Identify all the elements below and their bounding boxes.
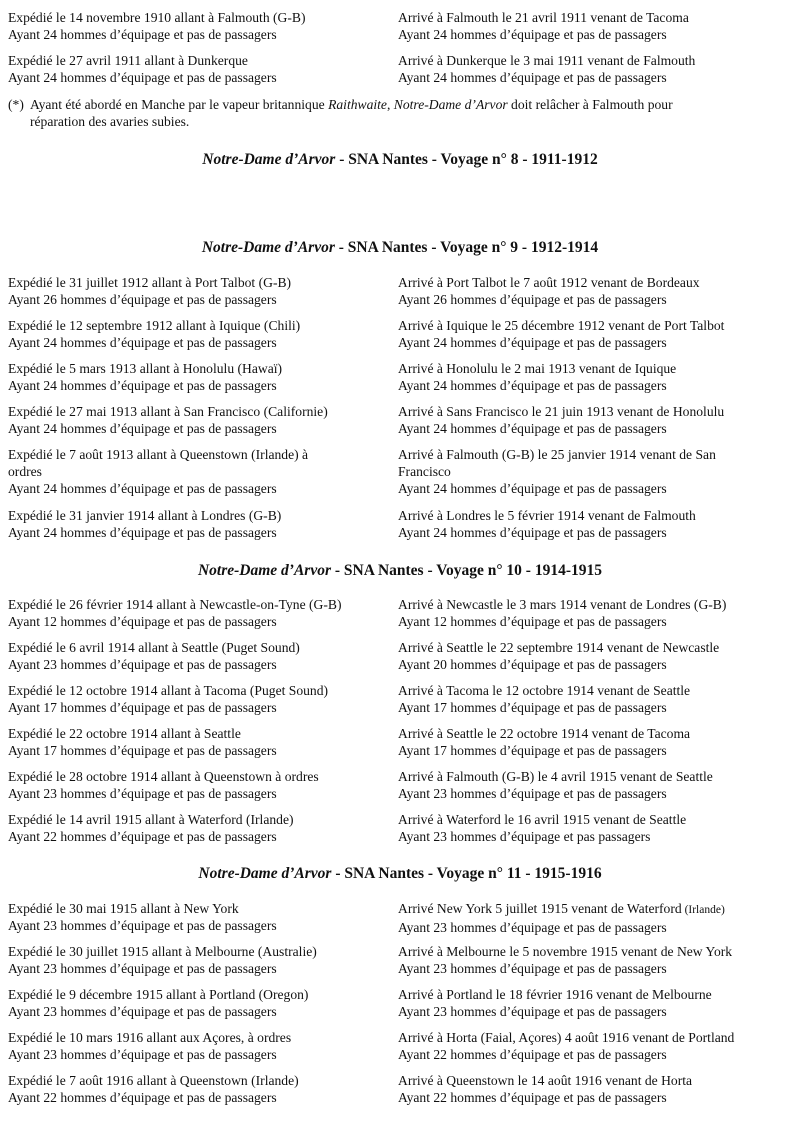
arrival-line: Arrivé à Newcastle le 3 mars 1914 venant de Londres (G-B) [398,597,727,612]
crew-line: Ayant 26 hommes d’équipage et pas de passagers [398,292,667,307]
vessel-name: Raithwaite [328,97,387,112]
departure-line: Expédié le 7 août 1913 allant à Queenstown (Irlande) à [8,447,309,462]
arrival-line: Arrivé à Horta (Faial, Açores) 4 août 1916 venant de Portland [398,1030,735,1045]
crew-line: Ayant 24 hommes d’équipage et pas de passagers [398,378,667,393]
voyage-heading [0,561,800,581]
crew-line: Ayant 26 hommes d’équipage et pas de passagers [8,292,277,307]
voyage-entry [8,403,792,437]
crew-line: Ayant 20 hommes d’équipage et pas de passagers [398,657,667,672]
crew-line: Ayant 23 hommes d’équipage et pas de passagers [398,786,667,801]
departure-entry [8,1029,398,1063]
crew-line: Ayant 17 hommes d’équipage et pas de passagers [398,700,667,715]
crew-line: Ayant 22 hommes d’équipage et pas de passagers [8,829,277,844]
voyage-entry [8,1029,792,1063]
ship-name: Notre-Dame d’Arvor [201,239,335,256]
footnote-line-2: réparation des avaries subies. [30,114,190,129]
voyage-entry [8,317,792,351]
ship-name: Notre-Dame d’Arvor [393,97,508,112]
departure-entry [8,725,398,759]
voyage-entry [8,9,792,43]
arrival-entry [398,403,792,437]
footnote-text: doit relâcher à Falmouth pour [507,97,673,112]
departure-line: Expédié le 30 juillet 1915 allant à Melbourne (Australie) [8,944,317,959]
departure-line: Expédié le 30 mai 1915 allant à New York [8,901,239,916]
arrival-line: Arrivé à Seattle le 22 septembre 1914 venant de Newcastle [398,640,720,655]
voyage-entry [8,507,792,541]
arrival-line: Arrivé à Iquique le 25 décembre 1912 venant de Port Talbot [398,318,725,333]
departure-entry [8,811,398,845]
departure-entry [8,900,398,936]
crew-line: Ayant 24 hommes d’équipage et pas de passagers [8,70,277,85]
arrival-entry [398,639,792,673]
arrival-entry [398,1072,792,1106]
arrival-line: Arrivé à Londres le 5 février 1914 venant de Falmouth [398,508,696,523]
crew-line: Ayant 17 hommes d’équipage et pas de passagers [398,743,667,758]
voyage-entry [8,811,792,845]
voyage-entry [8,943,792,977]
departure-line: Expédié le 9 décembre 1915 allant à Portland (Oregon) [8,987,309,1002]
arrival-entry [398,507,792,541]
voyage-entry [8,52,792,86]
departure-entry [8,446,398,497]
crew-line: Ayant 12 hommes d’équipage et pas de passagers [8,614,277,629]
footnote-text: , [386,97,394,112]
arrival-entry [398,360,792,394]
departure-line: Expédié le 26 février 1914 allant à Newcastle-on-Tyne (G-B) [8,597,342,612]
departure-line: Expédié le 31 janvier 1914 allant à Londres (G-B) [8,508,282,523]
voyage-title: - SNA Nantes - Voyage n° 9 - 1912-1914 [334,239,599,256]
departure-line: Expédié le 31 juillet 1912 allant à Port Talbot (G-B) [8,275,292,290]
crew-line: Ayant 23 hommes d’équipage et pas de passagers [8,961,277,976]
arrival-country: (Irlande) [681,904,725,916]
arrival-entry [398,274,792,308]
arrival-line: Arrivé à Waterford le 16 avril 1915 venant de Seattle [398,812,687,827]
departure-entry [8,596,398,630]
departure-line: Expédié le 12 septembre 1912 allant à Iquique (Chili) [8,318,301,333]
departure-line: Expédié le 7 août 1916 allant à Queenstown (Irlande) [8,1073,299,1088]
arrival-entry [398,682,792,716]
arrival-line: Arrivé à Falmouth (G-B) le 4 avril 1915 venant de Seattle [398,769,713,784]
arrival-entry [398,317,792,351]
departure-entry [8,943,398,977]
crew-line: Ayant 24 hommes d’équipage et pas de passagers [398,421,667,436]
arrival-line-cont: Francisco [398,464,451,479]
departure-entry [8,403,398,437]
voyage-entry [8,446,792,497]
voyage-heading [0,864,800,884]
crew-line: Ayant 23 hommes d’équipage et pas de passagers [398,920,667,935]
crew-line: Ayant 23 hommes d’équipage et pas passagers [398,829,651,844]
arrival-text: Arrivé New York 5 juillet 1915 venant de Waterford [398,901,682,916]
departure-line: Expédié le 5 mars 1913 allant à Honolulu (Hawaï) [8,361,283,376]
departure-line: Expédié le 28 octobre 1914 allant à Queenstown à ordres [8,769,319,784]
voyage-entry [8,274,792,308]
voyage-entry [8,725,792,759]
arrival-entry [398,900,792,936]
voyage-entry [8,900,792,936]
departure-entry [8,1072,398,1106]
departure-line: Expédié le 27 avril 1911 allant à Dunkerque [8,53,248,68]
departure-line: Expédié le 22 octobre 1914 allant à Seattle [8,726,241,741]
arrival-line: Arrivé à Dunkerque le 3 mai 1911 venant de Falmouth [398,53,696,68]
departure-entry [8,986,398,1020]
voyage-entry [8,639,792,673]
voyage-entry [8,986,792,1020]
arrival-entry [398,725,792,759]
crew-line: Ayant 23 hommes d’équipage et pas de passagers [8,1004,277,1019]
voyage-entry [8,768,792,802]
crew-line: Ayant 24 hommes d’équipage et pas de passagers [398,335,667,350]
footnote [8,96,792,130]
voyage-title: - SNA Nantes - Voyage n° 11 - 1915-1916 [331,865,602,882]
crew-line: Ayant 24 hommes d’équipage et pas de passagers [398,481,667,496]
departure-line: Expédié le 14 avril 1915 allant à Waterford (Irlande) [8,812,294,827]
crew-line: Ayant 22 hommes d’équipage et pas de passagers [8,1090,277,1105]
crew-line: Ayant 24 hommes d’équipage et pas de passagers [398,525,667,540]
ship-name: Notre-Dame d’Arvor [202,151,336,168]
arrival-line: Arrivé à Tacoma le 12 octobre 1914 venant de Seattle [398,683,691,698]
voyage-entry [8,1072,792,1106]
arrival-line: Arrivé à Falmouth (G-B) le 25 janvier 1914 venant de San [398,447,716,462]
departure-line: Expédié le 12 octobre 1914 allant à Tacoma (Puget Sound) [8,683,329,698]
departure-line: Expédié le 6 avril 1914 allant à Seattle (Puget Sound) [8,640,300,655]
departure-entry [8,507,398,541]
arrival-entry [398,811,792,845]
crew-line: Ayant 24 hommes d’équipage et pas de passagers [8,27,277,42]
crew-line: Ayant 24 hommes d’équipage et pas de passagers [8,335,277,350]
arrival-entry [398,768,792,802]
footnote-marker: (*) [8,97,24,112]
departure-entry [8,52,398,86]
arrival-entry [398,986,792,1020]
departure-line: Expédié le 10 mars 1916 allant aux Açores, à ordres [8,1030,292,1045]
crew-line: Ayant 23 hommes d’équipage et pas de passagers [8,657,277,672]
departure-entry [8,360,398,394]
crew-line: Ayant 22 hommes d’équipage et pas de passagers [398,1090,667,1105]
arrival-line: Arrivé à Melbourne le 5 novembre 1915 venant de New York [398,944,733,959]
departure-entry [8,682,398,716]
arrival-entry [398,596,792,630]
crew-line: Ayant 23 hommes d’équipage et pas de passagers [398,1004,667,1019]
voyage-entry [8,596,792,630]
arrival-line: Arrivé à Portland le 18 février 1916 venant de Melbourne [398,987,712,1002]
crew-line: Ayant 24 hommes d’équipage et pas de passagers [8,481,277,496]
departure-entry [8,317,398,351]
crew-line: Ayant 24 hommes d’équipage et pas de passagers [398,27,667,42]
arrival-entry [398,9,792,43]
voyage-title: - SNA Nantes - Voyage n° 10 - 1914-1915 [331,562,603,579]
crew-line: Ayant 24 hommes d’équipage et pas de passagers [8,421,277,436]
footnote-text: Ayant été abordé en Manche par le vapeur britannique [30,97,329,112]
arrival-line [398,900,792,919]
departure-line: Expédié le 14 novembre 1910 allant à Falmouth (G-B) [8,10,306,25]
arrival-entry [398,943,792,977]
arrival-line: Arrivé à Port Talbot le 7 août 1912 venant de Bordeaux [398,275,700,290]
crew-line: Ayant 23 hommes d’équipage et pas de passagers [398,961,667,976]
crew-line: Ayant 23 hommes d’équipage et pas de passagers [8,1047,277,1062]
crew-line: Ayant 17 hommes d’équipage et pas de passagers [8,743,277,758]
voyage-entry [8,360,792,394]
departure-entry [8,768,398,802]
crew-line: Ayant 24 hommes d’équipage et pas de passagers [8,378,277,393]
arrival-line: Arrivé à Sans Francisco le 21 juin 1913 venant de Honolulu [398,404,725,419]
departure-line: Expédié le 27 mai 1913 allant à San Francisco (Californie) [8,404,328,419]
voyage-title: - SNA Nantes - Voyage n° 8 - 1911-1912 [335,151,598,168]
crew-line: Ayant 24 hommes d’équipage et pas de passagers [398,70,667,85]
crew-line: Ayant 12 hommes d’équipage et pas de passagers [398,614,667,629]
departure-entry [8,274,398,308]
voyage-heading [0,150,800,170]
arrival-entry [398,1029,792,1063]
departure-entry [8,9,398,43]
arrival-line: Arrivé à Falmouth le 21 avril 1911 venant de Tacoma [398,10,689,25]
departure-line-cont: ordres [8,464,42,479]
voyage-entry [8,682,792,716]
arrival-line: Arrivé à Honolulu le 2 mai 1913 venant de Iquique [398,361,677,376]
arrival-line: Arrivé à Seattle le 22 octobre 1914 venant de Tacoma [398,726,691,741]
arrival-entry [398,52,792,86]
crew-line: Ayant 23 hommes d’équipage et pas de passagers [8,918,277,933]
voyage-heading [0,238,800,258]
crew-line: Ayant 23 hommes d’équipage et pas de passagers [8,786,277,801]
crew-line: Ayant 24 hommes d’équipage et pas de passagers [8,525,277,540]
crew-line: Ayant 17 hommes d’équipage et pas de passagers [8,700,277,715]
crew-line: Ayant 22 hommes d’équipage et pas de passagers [398,1047,667,1062]
ship-name: Notre-Dame d’Arvor [197,562,331,579]
arrival-entry [398,446,792,497]
arrival-line: Arrivé à Queenstown le 14 août 1916 venant de Horta [398,1073,693,1088]
departure-entry [8,639,398,673]
ship-name: Notre-Dame d’Arvor [198,865,332,882]
